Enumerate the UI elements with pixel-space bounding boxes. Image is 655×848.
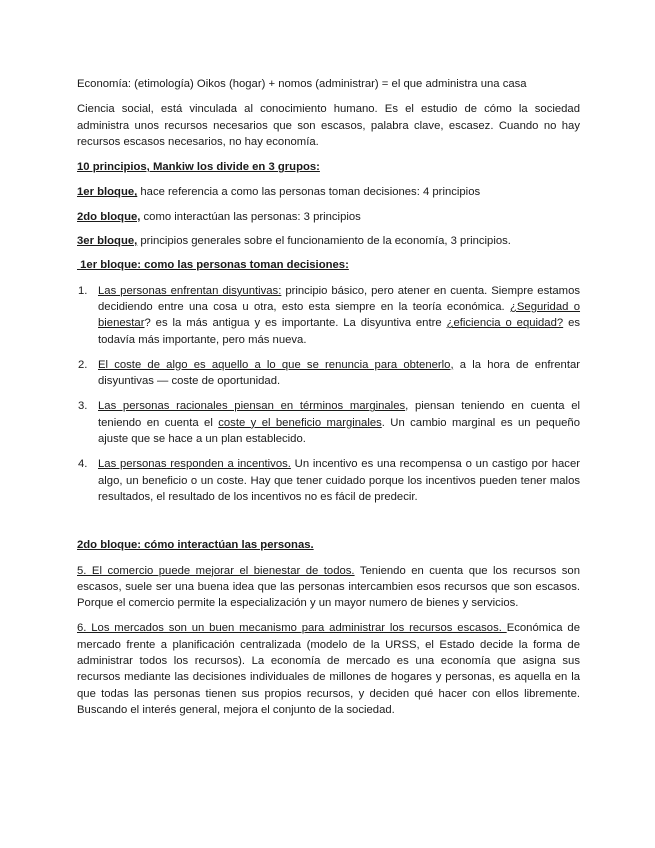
etymology-paragraph: Economía: (etimología) Oikos (hogar) + nomos (administrar) = el que administra una casa	[77, 78, 527, 90]
item-number: 1.	[78, 284, 88, 297]
item-text: Un incentivo es una recompensa o un castigo por hacer algo, un beneficio o un coste. Hay que tener cuidado porque los incentivos pueden tener malos resultados, el resultado de los incentivos no es fácil de predecir.	[98, 458, 580, 503]
block-label: 2do bloque,	[77, 210, 141, 223]
item-underlined: ¿eficiencia o equidad?	[446, 317, 564, 330]
list-item	[77, 398, 580, 447]
principle-text: Teniendo en cuenta que los recursos son escasos, suele ser una buena idea que las personas intercambien esos recursos que son escasos. Porque el comercio permite la especialización y un mayor numero de bienes y servicios.	[77, 564, 580, 610]
item-number: 3.	[78, 400, 88, 413]
item-title: Las personas responden a incentivos.	[98, 458, 291, 471]
principle-text: Económica de mercado frente a planificación centralizada (modelo de la URSS, el Estado decide la forma de administrar todos los recursos). La economía de mercado es una economía que asigna sus recursos mediante las decisiones individuales de millones de hogares y personas, es aquella en la que todas las personas tienen sus propios recursos, y deciden qué hacer con ellos libremente. Buscando el interés general, mejora el conjunto de la sociedad.	[77, 622, 580, 716]
item-text: . Un cambio marginal es un pequeño ajuste que se hace a un plan establecido.	[98, 416, 580, 446]
item-title: El coste de algo es aquello a lo que se renuncia para obtenerlo,	[98, 358, 454, 371]
item-text: ? es la más antigua y es importante. La disyuntiva entre	[144, 317, 447, 330]
list-item	[77, 456, 580, 505]
principle-title: 5. El comercio puede mejorar el bienestar de todos.	[77, 564, 355, 577]
block-label: 1er bloque,	[77, 186, 138, 199]
principle-6-paragraph	[77, 620, 580, 718]
list-item	[77, 283, 580, 348]
section-spacer	[77, 514, 580, 537]
principles-heading: 10 principios, Mankiw los divide en 3 grupos:	[77, 161, 320, 174]
item-title: Las personas enfrentan disyuntivas:	[98, 284, 282, 297]
principle-5-paragraph	[77, 563, 580, 612]
block-label: 3er bloque,	[77, 235, 138, 248]
document-page	[77, 76, 580, 727]
definition-paragraph: Ciencia social, está vinculada al conocimiento humano. Es el estudio de cómo la sociedad administra unos recursos necesarios que son escasos, palabra clave, escasez. Cuando no hay recursos escasos necesarios, no hay economía.	[77, 103, 580, 148]
item-number: 4.	[78, 458, 88, 471]
item-text: , piensan teniendo en cuenta el teniendo en cuenta el	[98, 400, 580, 429]
list-item	[77, 357, 580, 390]
principles-list-1	[77, 283, 580, 506]
block-text: principios generales sobre el funcionamiento de la economía, 3 principios.	[137, 235, 511, 248]
item-text: es todavía más importante, pero más nueva.	[98, 317, 580, 346]
item-underlined: ¿Seguridad o bienestar	[98, 300, 581, 330]
block-text: como interactúan las personas: 3 principios	[140, 210, 361, 223]
section1-heading: 1er bloque: como las personas toman decisiones:	[77, 259, 349, 272]
item-underlined: coste y el beneficio marginales	[218, 416, 382, 429]
item-text: principio básico, pero atener en cuenta. Siempre estamos decidiendo entre una cosa u otra, esto esta siempre en la teoría económica.	[98, 284, 580, 313]
section2-heading: 2do bloque: cómo interactúan las personas.	[77, 539, 314, 552]
principle-title: 6. Los mercados son un buen mecanismo para administrar los recursos escasos.	[77, 622, 507, 635]
block-text: hace referencia a como las personas toman decisiones: 4 principios	[137, 186, 481, 199]
item-text: a la hora de enfrentar disyuntivas — coste de oportunidad.	[98, 358, 580, 388]
block-summary-3	[77, 233, 580, 249]
block-summary-1	[77, 184, 580, 200]
item-title: Las personas racionales piensan en términos marginales	[98, 400, 406, 413]
item-number: 2.	[78, 358, 88, 371]
block-summary-2	[77, 209, 580, 225]
